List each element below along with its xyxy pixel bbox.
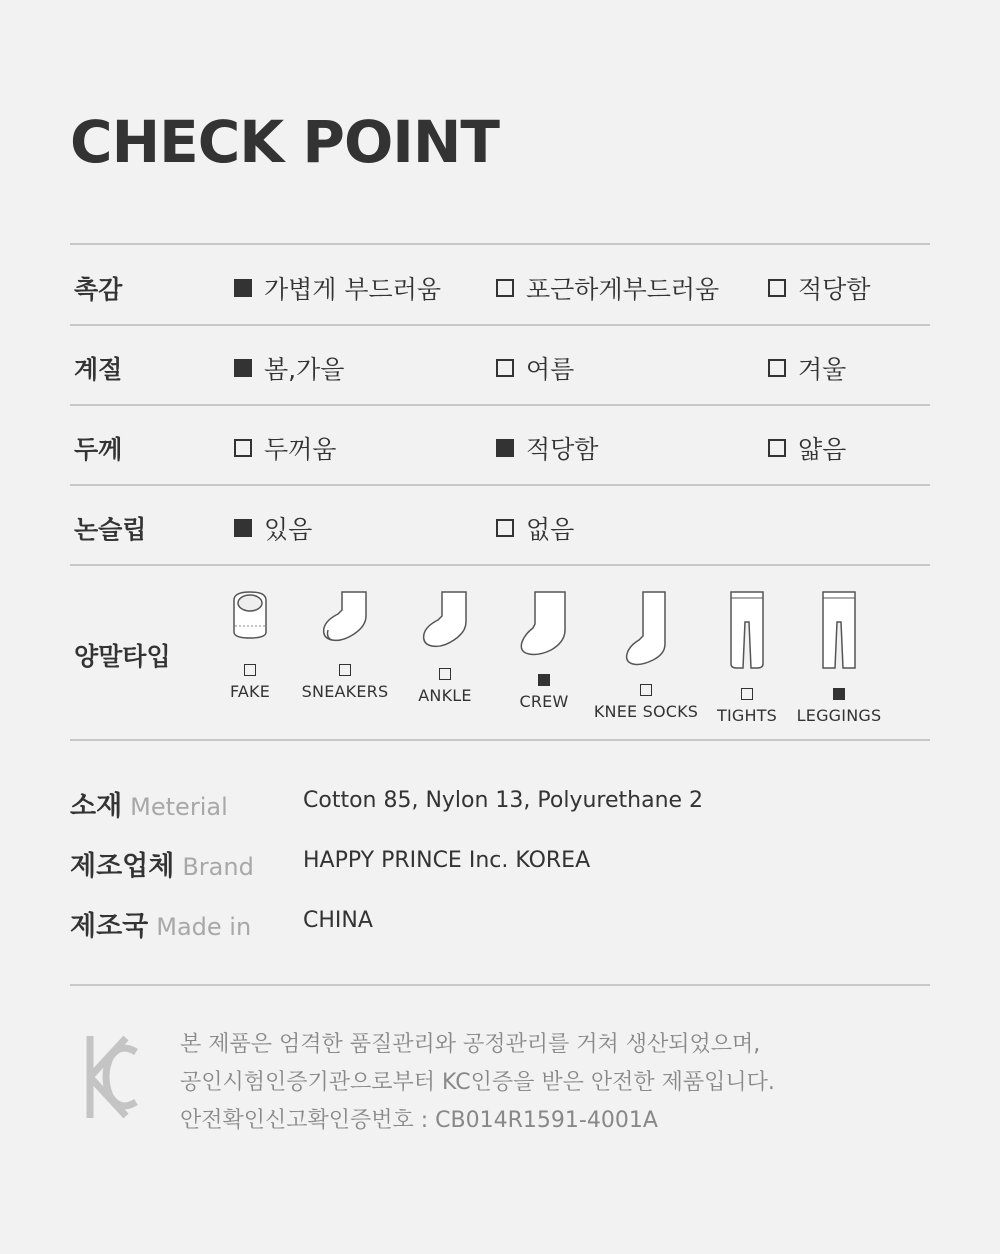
checkbox-unchecked: [496, 519, 514, 537]
sock-type-sneakers: [290, 588, 400, 701]
spec-label-origin: [70, 904, 251, 943]
row-label-texture: 촉감: [74, 275, 123, 304]
checkbox-unchecked: [244, 664, 256, 676]
option-texture-1: [234, 270, 441, 306]
crew-sock-icon: [519, 588, 569, 658]
checkbox-checked: [496, 439, 514, 457]
tights-icon: [727, 588, 767, 672]
sock-type-ankle: [390, 588, 500, 705]
option-text: 가볍게 부드러움: [264, 275, 441, 304]
option-texture-3: [768, 270, 870, 306]
row-label-thickness: 두께: [74, 435, 123, 464]
ankle-sock-icon: [420, 588, 470, 652]
sock-type-knee: [591, 588, 701, 721]
option-text: 적당함: [798, 275, 871, 304]
checkbox-unchecked: [768, 439, 786, 457]
sock-type-label: SNEAKERS: [301, 682, 389, 701]
spec-label-brand: [70, 844, 254, 883]
sock-type-leggings: [784, 588, 894, 725]
sock-type-label: LEGGINGS: [796, 706, 882, 725]
spec-value-brand: HAPPY PRINCE Inc. KOREA: [303, 848, 591, 873]
sock-type-label: ANKLE: [418, 686, 472, 705]
option-text: 없음: [526, 515, 575, 544]
page-title: CHECK POINT: [70, 108, 499, 176]
row-label-season: 계절: [74, 355, 123, 384]
checkbox-unchecked: [496, 279, 514, 297]
spec-value-material: Cotton 85, Nylon 13, Polyurethane 2: [303, 788, 704, 813]
spec-label-ko: 제조국: [70, 911, 149, 942]
notice-line-2: 공인시험인증기관으로부터 KC인증을 받은 안전한 제품입니다.: [180, 1070, 775, 1095]
checkbox-unchecked: [439, 668, 451, 680]
divider: [70, 484, 930, 486]
knee-sock-icon: [621, 588, 671, 668]
notice-line-1: 본 제품은 엄격한 품질관리와 공정관리를 거쳐 생산되었으며,: [180, 1032, 761, 1057]
checkbox-checked: [234, 519, 252, 537]
sock-type-crew: [489, 588, 599, 711]
sock-type-label: FAKE: [229, 682, 271, 701]
spec-label-en: Brand: [182, 853, 254, 881]
checkbox-unchecked: [234, 439, 252, 457]
checkbox-unchecked: [339, 664, 351, 676]
checkbox-unchecked: [640, 684, 652, 696]
option-text: 겨울: [798, 355, 847, 384]
option-thickness-2: [496, 430, 598, 466]
checkbox-checked: [538, 674, 550, 686]
option-thickness-3: [768, 430, 846, 466]
sock-type-fake: [195, 588, 305, 701]
option-text: 여름: [526, 355, 575, 384]
checkbox-unchecked: [768, 279, 786, 297]
checkbox-checked: [833, 688, 845, 700]
sock-type-label: KNEE SOCKS: [593, 702, 699, 721]
divider: [70, 404, 930, 406]
option-text: 두꺼움: [264, 435, 337, 464]
divider: [70, 739, 930, 741]
option-nonslip-1: [234, 510, 312, 546]
divider: [70, 984, 930, 986]
checkbox-unchecked: [741, 688, 753, 700]
option-season-2: [496, 350, 574, 386]
option-season-1: [234, 350, 344, 386]
option-texture-2: [496, 270, 719, 306]
kc-mark-icon: [80, 1030, 142, 1124]
sneakers-sock-icon: [320, 588, 370, 648]
spec-label-ko: 제조업체: [70, 851, 175, 882]
leggings-icon: [819, 588, 859, 672]
checkbox-checked: [234, 359, 252, 377]
checkbox-checked: [234, 279, 252, 297]
option-season-3: [768, 350, 846, 386]
spec-value-origin: CHINA: [303, 908, 373, 933]
spec-label-material: [70, 784, 228, 823]
option-nonslip-2: [496, 510, 574, 546]
fake-sock-icon: [230, 588, 270, 648]
sock-type-label: CREW: [519, 692, 569, 711]
option-text: 얇음: [798, 435, 847, 464]
divider: [70, 564, 930, 566]
option-text: 포근하게부드러움: [526, 275, 720, 304]
option-thickness-1: [234, 430, 336, 466]
sock-type-label: TIGHTS: [716, 706, 778, 725]
option-text: 적당함: [526, 435, 599, 464]
row-label-nonslip: 논슬립: [74, 515, 147, 544]
notice-line-3: 안전확인신고확인증번호 : CB014R1591-4001A: [180, 1108, 658, 1133]
divider: [70, 324, 930, 326]
option-text: 봄,가을: [264, 355, 345, 384]
spec-label-ko: 소재: [70, 791, 123, 822]
row-label-sock-type: 양말타입: [74, 642, 171, 671]
divider: [70, 243, 930, 245]
checkbox-unchecked: [496, 359, 514, 377]
spec-label-en: Meterial: [130, 793, 228, 821]
checkbox-unchecked: [768, 359, 786, 377]
spec-label-en: Made in: [156, 913, 252, 941]
option-text: 있음: [264, 515, 313, 544]
